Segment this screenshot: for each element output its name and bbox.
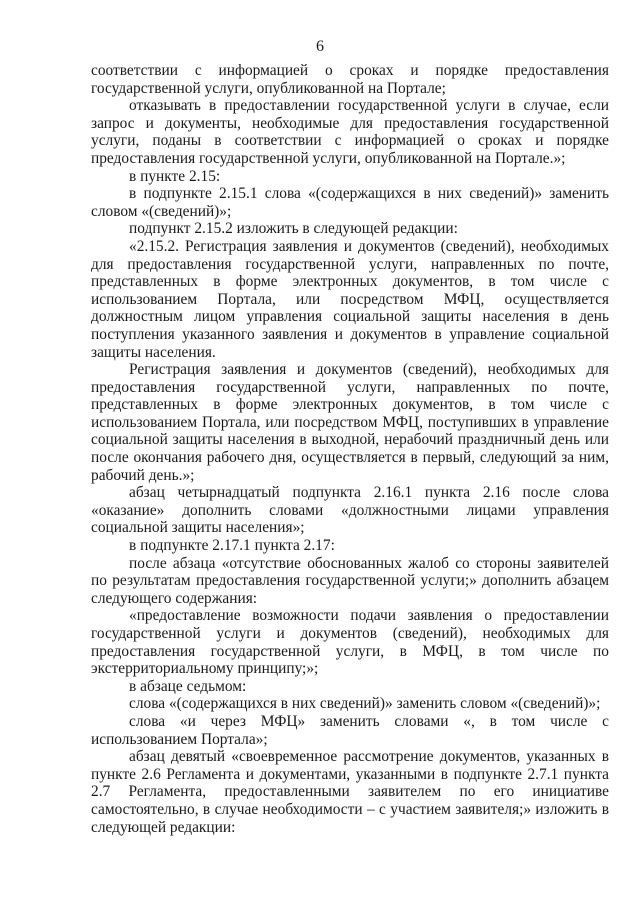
paragraph: отказывать в предоставлении государственной услуги в случае, если запрос и документы, необходимые для предоставления государственной услуги, поданы в соответствии с информацией о сроках и порядке предоставления государственной услуги, опубликованной на Портале.»;	[91, 97, 609, 167]
paragraph: в подпункте 2.15.1 слова «(содержащихся в них сведений)» заменить словом «(сведений)»;	[91, 185, 609, 220]
paragraph: абзац девятый «своевременное рассмотрение документов, указанных в пункте 2.6 Регламента и документами, указанными в подпункте 2.7.1 пункта 2.7 Регламента, предоставленными заявителем по его инициативе самостоятельно, в случае необходимости – с участием заявителя;» изложить в следующей редакции:	[91, 748, 609, 836]
paragraph: в подпункте 2.17.1 пункта 2.17:	[129, 537, 335, 555]
document-body	[91, 62, 609, 836]
paragraph: подпункт 2.15.2 изложить в следующей редакции:	[129, 220, 458, 238]
paragraph: в абзаце седьмом:	[129, 677, 247, 695]
paragraph: в пункте 2.15:	[129, 167, 221, 185]
paragraph: абзац четырнадцатый подпункта 2.16.1 пункта 2.16 после слова «оказание» дополнить словами «должностными лицами управления социальной защиты населения»;	[91, 484, 609, 537]
paragraph: соответствии с информацией о сроках и порядке предоставления государственной услуги, опубликованной на Портале;	[91, 62, 609, 97]
paragraph: слова «(содержащихся в них сведений)» заменить словом «(сведений)»;	[129, 695, 601, 713]
paragraph: «предоставление возможности подачи заявления о предоставлении государственной услуги и документов (сведений), необходимых для предоставления государственной услуги, в МФЦ, в том числе по экстерриториальному принципу;»;	[91, 607, 609, 678]
paragraph: «2.15.2. Регистрация заявления и документов (сведений), необходимых для предоставления государственной услуги, направленных по почте, представленных в форме электронных документов, в том числе с использованием Портала, или посредством МФЦ, осуществляется должностным лицом управления социальной защиты населения в день поступления указанного заявления и документов в управление социальной защиты населения.	[91, 237, 609, 361]
paragraph: Регистрация заявления и документов (сведений), необходимых для предоставления государственной услуги, направленных по почте, представленных в форме электронных документов, в том числе с использованием Портала, или посредством МФЦ, поступивших в управление социальной защиты населения в выходной, нерабочий праздничный день или после окончания рабочего дня, осуществляется в первый, следующий за ним, рабочий день.»;	[91, 361, 609, 484]
paragraph: после абзаца «отсутствие обоснованных жалоб со стороны заявителей по результатам предоставления государственной услуги;» дополнить абзацем следующего содержания:	[91, 554, 609, 607]
paragraph: слова «и через МФЦ» заменить словами «, в том числе с использованием Портала»;	[91, 712, 609, 748]
page-number: 6	[316, 38, 324, 55]
